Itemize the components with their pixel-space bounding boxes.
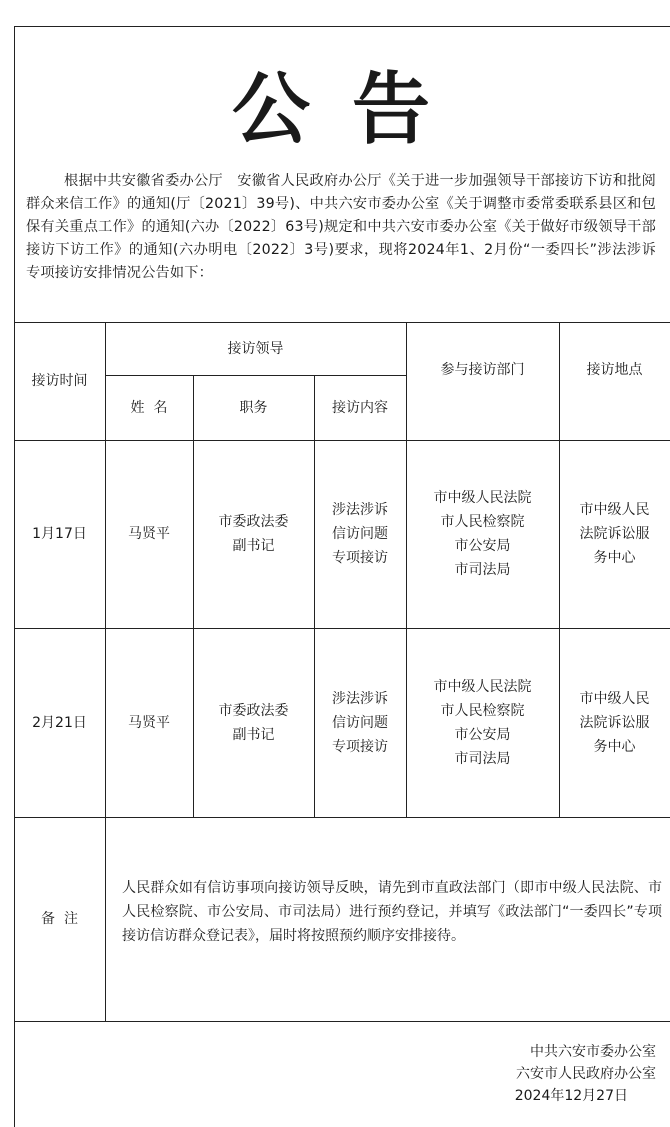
row1-time: 1月17日 xyxy=(32,526,87,542)
row1-department: 市司法局 xyxy=(454,562,511,578)
header-location: 接访地点 xyxy=(586,362,643,378)
row2-content-line: 涉法涉诉 xyxy=(332,690,388,707)
row2-departments xyxy=(406,628,559,817)
row1-department: 市公安局 xyxy=(454,538,511,554)
row2-content-line: 专项接访 xyxy=(332,738,388,755)
row2-position xyxy=(193,628,314,817)
row1-name: 马贤平 xyxy=(128,526,170,542)
page-title xyxy=(0,62,670,158)
header-position: 职务 xyxy=(239,399,268,416)
header-time: 接访时间 xyxy=(31,373,88,389)
row2-position-line: 副书记 xyxy=(232,726,275,743)
row1-location-line: 务中心 xyxy=(593,550,636,566)
signature-org-1: 中共六安市委办公室 xyxy=(530,1044,656,1060)
row1-content-line: 信访问题 xyxy=(332,526,388,542)
row2-department: 市人民检察院 xyxy=(440,702,525,719)
row2-department: 市中级人民法院 xyxy=(433,678,532,695)
row1-department: 市中级人民法院 xyxy=(433,490,532,506)
header-content: 接访内容 xyxy=(332,399,388,416)
row1-position xyxy=(193,440,314,628)
row1-location-line: 市中级人民 xyxy=(579,502,650,518)
row2-time: 2月21日 xyxy=(32,714,87,731)
row1-position-line: 副书记 xyxy=(232,538,275,554)
row1-position-line: 市委政法委 xyxy=(218,514,289,530)
row2-location-line: 市中级人民 xyxy=(579,690,650,707)
row1-departments xyxy=(406,440,559,628)
header-departments: 参与接访部门 xyxy=(440,362,525,378)
row1-location xyxy=(559,440,670,628)
title-char-2: 告 xyxy=(352,64,435,155)
title-char-1: 公 xyxy=(232,64,315,155)
row1-content xyxy=(314,440,406,628)
header-leader-group: 接访领导 xyxy=(227,340,284,357)
row1-content-line: 专项接访 xyxy=(332,550,388,566)
row2-location-line: 务中心 xyxy=(593,738,636,755)
note-label: 备 注 xyxy=(41,911,78,927)
intro-paragraph: 根据中共安徽省委办公厅 安徽省人民政府办公厅《关于进一步加强领导干部接访下访和批阅群众来信工作》的通知(厅〔2021〕39号)、中共六安市委办公室《关于调整市委常委联系县区和包保有关重点工作》的通知(六办〔2022〕63号)规定和中共六安市委办公室《关于做好市级领导干部接访下访工作》的通知(六办明电〔2022〕3号)要求，现将2024年1、2月份“一委四长”涉法涉诉专项接访安排情况公告如下： xyxy=(26,173,656,281)
row2-location xyxy=(559,628,670,817)
row1-department: 市人民检察院 xyxy=(440,514,525,530)
row1-location-line: 法院诉讼服 xyxy=(579,526,650,542)
row2-content-line: 信访问题 xyxy=(332,714,388,731)
row1-content-line: 涉法涉诉 xyxy=(332,502,388,518)
header-name: 姓 名 xyxy=(130,399,168,416)
row2-name: 马贤平 xyxy=(128,714,170,731)
row2-location-line: 法院诉讼服 xyxy=(579,714,650,731)
signature-org-2: 六安市人民政府办公室 xyxy=(516,1066,656,1082)
row2-position-line: 市委政法委 xyxy=(218,702,289,719)
signature-date: 2024年12月27日 xyxy=(514,1088,628,1104)
row2-department: 市公安局 xyxy=(454,726,511,743)
row2-content xyxy=(314,628,406,817)
note-text: 人民群众如有信访事项向接访领导反映，请先到市直政法部门（即市中级人民法院、市人民检察院、市公安局、市司法局）进行预约登记，并填写《政法部门“一委四长”专项接访信访群众登记表》，届时将按照预约顺序安排接待。 xyxy=(122,880,662,944)
row2-department: 市司法局 xyxy=(454,750,511,767)
